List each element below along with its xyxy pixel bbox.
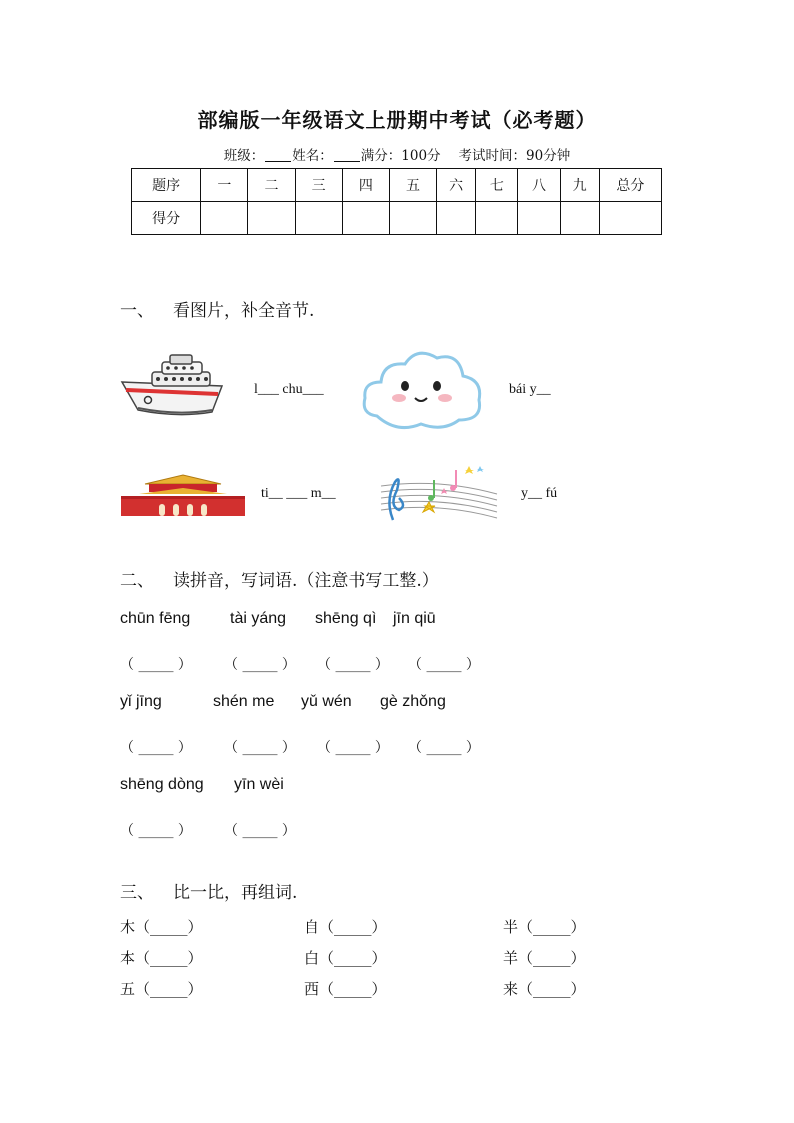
pinyin-word: shēng qì bbox=[315, 610, 377, 627]
name-label: 姓名： bbox=[292, 148, 333, 164]
pinyin-tiananmen: ti__ ___ m__ bbox=[261, 486, 336, 501]
pinyin-word: jīn qiū bbox=[393, 610, 436, 627]
score-header-cell: 一 bbox=[201, 169, 248, 202]
compare-item[interactable]: 五（_____） bbox=[120, 980, 203, 998]
section-3-heading bbox=[120, 878, 297, 903]
compare-item[interactable]: 本（_____） bbox=[120, 949, 203, 967]
pinyin-cloud: bái y__ bbox=[509, 382, 551, 397]
section-title: 比一比，再组词. bbox=[173, 883, 298, 903]
answer-blank[interactable]: （ _____ ） bbox=[224, 823, 296, 839]
score-cell[interactable] bbox=[342, 202, 389, 235]
pinyin-word: shēng dòng bbox=[120, 776, 204, 793]
section-title: 看图片，补全音节. bbox=[173, 301, 315, 321]
answer-blank[interactable]: （ _____ ） bbox=[408, 740, 480, 756]
full-score: 满分：100分 bbox=[360, 148, 441, 164]
answer-blank[interactable]: （ _____ ） bbox=[317, 740, 389, 756]
score-cell[interactable] bbox=[599, 202, 661, 235]
section-number: 三、 bbox=[120, 883, 154, 903]
cloud-picture bbox=[359, 344, 485, 432]
compare-item[interactable]: 半（_____） bbox=[503, 918, 586, 936]
score-cell[interactable] bbox=[518, 202, 560, 235]
score-header-row bbox=[132, 169, 662, 202]
compare-item[interactable]: 白（_____） bbox=[304, 949, 387, 967]
score-value-row bbox=[132, 202, 662, 235]
score-header-cell: 二 bbox=[248, 169, 295, 202]
pinyin-word: yǐ jīng bbox=[120, 693, 162, 710]
name-blank[interactable] bbox=[334, 161, 360, 162]
section-2-heading bbox=[120, 566, 439, 591]
answer-blank[interactable]: （ _____ ） bbox=[120, 657, 192, 673]
compare-item[interactable]: 西（_____） bbox=[304, 980, 387, 998]
compare-item[interactable]: 来（_____） bbox=[503, 980, 586, 998]
score-cell[interactable] bbox=[295, 202, 342, 235]
compare-item[interactable]: 羊（_____） bbox=[503, 949, 586, 967]
compare-item[interactable]: 木（_____） bbox=[120, 918, 203, 936]
exam-info bbox=[0, 144, 794, 164]
pinyin-word: yīn wèi bbox=[234, 776, 284, 793]
score-header-cell: 三 bbox=[295, 169, 342, 202]
score-cell[interactable] bbox=[476, 202, 518, 235]
section-number: 一、 bbox=[120, 301, 154, 321]
score-header-cell: 九 bbox=[560, 169, 599, 202]
class-blank[interactable] bbox=[265, 161, 291, 162]
pinyin-music: y__ fú bbox=[521, 486, 558, 501]
score-header-cell: 总分 bbox=[599, 169, 661, 202]
score-cell[interactable] bbox=[201, 202, 248, 235]
score-header-cell: 五 bbox=[389, 169, 436, 202]
ship-picture bbox=[118, 352, 230, 418]
page-title: 部编版一年级语文上册期中考试（必考题） bbox=[197, 108, 597, 132]
pinyin-word: yǔ wén bbox=[301, 693, 352, 710]
score-header-cell: 题序 bbox=[132, 169, 201, 202]
score-header-cell: 六 bbox=[437, 169, 476, 202]
pinyin-word: gè zhǒng bbox=[380, 693, 446, 710]
section-number: 二、 bbox=[120, 571, 154, 591]
score-header-cell: 四 bbox=[342, 169, 389, 202]
tiananmen-picture bbox=[121, 472, 245, 516]
answer-blank[interactable]: （ _____ ） bbox=[317, 657, 389, 673]
answer-blank[interactable]: （ _____ ） bbox=[224, 657, 296, 673]
section-title: 读拼音，写词语.（注意书写工整.） bbox=[173, 571, 439, 591]
score-header-cell: 八 bbox=[518, 169, 560, 202]
answer-blank[interactable]: （ _____ ） bbox=[224, 740, 296, 756]
answer-blank[interactable]: （ _____ ） bbox=[408, 657, 480, 673]
pinyin-ship: l___ chu___ bbox=[254, 382, 324, 397]
score-table bbox=[131, 168, 662, 235]
pinyin-word: tài yáng bbox=[230, 610, 287, 627]
score-cell[interactable] bbox=[560, 202, 599, 235]
pinyin-word: chūn fēng bbox=[120, 610, 191, 627]
score-cell[interactable] bbox=[248, 202, 295, 235]
score-cell[interactable] bbox=[389, 202, 436, 235]
score-cell[interactable] bbox=[437, 202, 476, 235]
class-label: 班级： bbox=[223, 148, 265, 164]
answer-blank[interactable]: （ _____ ） bbox=[120, 740, 192, 756]
section-1-heading bbox=[120, 296, 314, 321]
music-picture bbox=[379, 460, 499, 526]
answer-blank[interactable]: （ _____ ） bbox=[120, 823, 192, 839]
score-header-cell: 七 bbox=[476, 169, 518, 202]
pinyin-word: shén me bbox=[213, 693, 275, 710]
compare-item[interactable]: 自（_____） bbox=[304, 918, 387, 936]
score-row-label: 得分 bbox=[132, 202, 201, 235]
exam-time: 考试时间：90分钟 bbox=[458, 148, 571, 164]
